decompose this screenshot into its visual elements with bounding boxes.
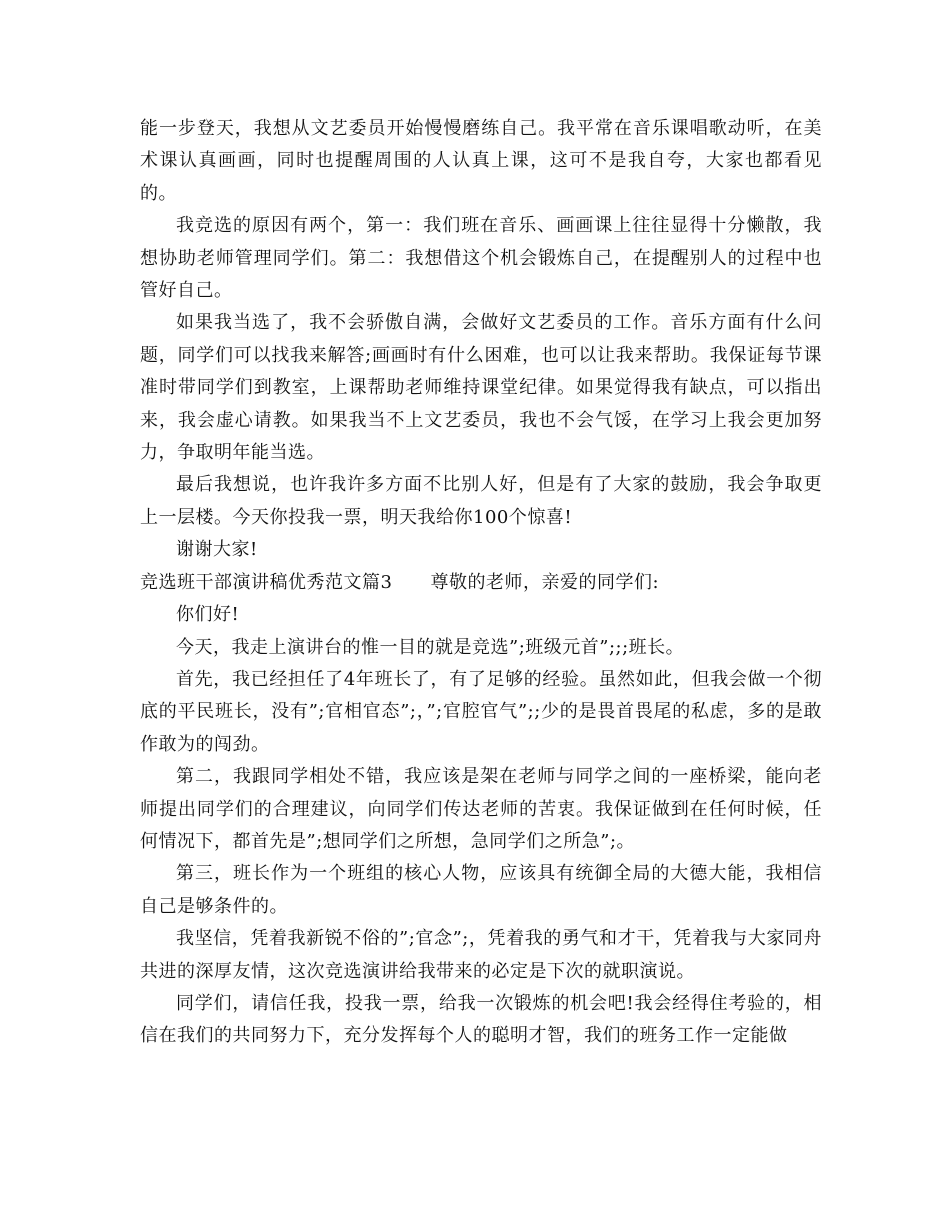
paragraph: 同学们，请信任我，投我一票，给我一次锻炼的机会吧!我会经得住考验的，相信在我们的共同努力下，充分发挥每个人的聪明才智，我们的班务工作一定能做 — [140, 992, 822, 1047]
paragraph: 第三，班长作为一个班组的核心人物，应该具有统御全局的大德大能，我相信自己是够条件的。 — [140, 863, 822, 917]
paragraph: 我竞选的原因有两个，第一：我们班在音乐、画画课上往往显得十分懒散，我想协助老师管理同学们。第二：我想借这个机会锻炼自己，在提醒别人的过程中也管好自己。 — [140, 215, 822, 302]
paragraph: 今天，我走上演讲台的惟一目的就是竞选”;班级元首”;;;班长。 — [176, 636, 685, 658]
paragraph: 我坚信，凭着我新锐不俗的”;官念”;，凭着我的勇气和才干，凭着我与大家同舟共进的深厚友情，这次竞选演讲给我带来的必定是下次的就职演说。 — [140, 928, 822, 982]
paragraph: 谢谢大家! — [176, 539, 258, 561]
paragraph: 你们好! — [176, 604, 240, 626]
section-heading-line — [140, 567, 822, 599]
section-title: 竞选班干部演讲稿优秀范文篇3 — [140, 571, 393, 593]
paragraph: 第二，我跟同学相处不错，我应该是架在老师与同学之间的一座桥梁，能向老师提出同学们的合理建议，向同学们传达老师的苦衷。我保证做到在任何时候，任何情况下，都首先是”;想同学们之所想，急同学们之所急”;。 — [140, 766, 822, 852]
paragraph: 如果我当选了，我不会骄傲自满，会做好文艺委员的工作。音乐方面有什么问题，同学们可以找我来解答;画画时有什么困难，也可以让我来帮助。我保证每节课准时带同学们到教室，上课帮助老师维持课堂纪律。如果觉得我有缺点，可以指出来，我会虚心请教。如果我当不上文艺委员，我也不会气馁，在学习上我会更加努力，争取明年能当选。 — [140, 312, 822, 464]
document-body — [140, 113, 822, 1053]
paragraph: 最后我想说，也许我许多方面不比别人好，但是有了大家的鼓励，我会争取更上一层楼。今天你投我一票，明天我给你100个惊喜! — [140, 474, 822, 528]
paragraph: 首先，我已经担任了4年班长了，有了足够的经验。虽然如此，但我会做一个彻底的平民班长，没有”;官相官态”;，”;官腔官气”;;少的是畏首畏尾的私虑，多的是敢作敢为的闯劲。 — [140, 668, 822, 755]
paragraph-continuation: 能一步登天，我想从文艺委员开始慢慢磨练自己。我平常在音乐课唱歌动听，在美术课认真画画，同时也提醒周围的人认真上课，这可不是我自夸，大家也都看见的。 — [140, 118, 822, 204]
salutation: 尊敬的老师，亲爱的同学们: — [430, 571, 660, 593]
